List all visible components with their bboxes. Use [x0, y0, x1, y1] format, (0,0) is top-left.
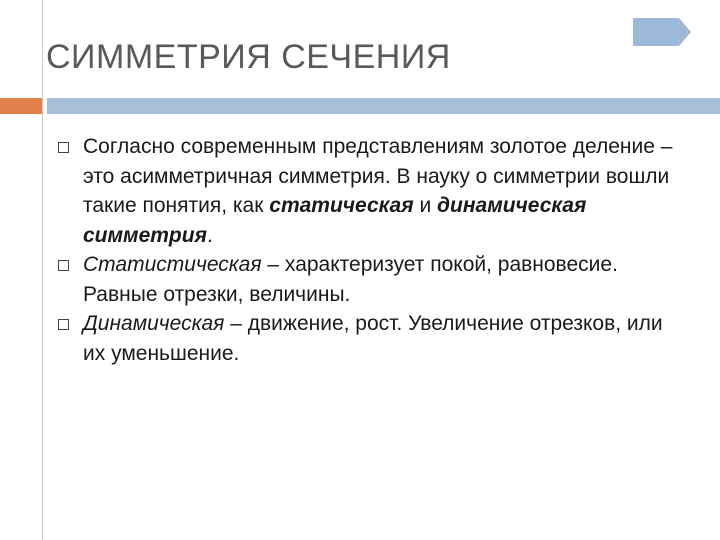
bullet-text: Согласно современным представлениям золотое деление – это асимметричная симметрия. В науку о симметрии вошли такие понятия, как [83, 135, 673, 217]
bullet-text: и [413, 194, 438, 217]
bullet-item-statistical [58, 250, 688, 309]
bullet-text: – характеризует покой, равновесие. Равные отрезки, величины. [83, 253, 618, 306]
bullet-list [58, 132, 688, 368]
bullet-text: . [206, 223, 213, 247]
left-guide-line [42, 0, 43, 540]
bullet-item-dynamic [58, 309, 688, 368]
corner-tag-shape [633, 18, 691, 46]
square-bullet-icon [58, 260, 69, 271]
title-rule-bar [47, 98, 720, 114]
square-bullet-icon [58, 142, 69, 153]
title-rule-accent [0, 98, 42, 114]
term-static: статическая [269, 194, 414, 217]
term-statistical: Статистическая [83, 253, 262, 276]
slide-title: СИММЕТРИЯ СЕЧЕНИЯ [46, 38, 451, 76]
bullet-text: – движение, рост. Увеличение отрезков, или их уменьшение. [83, 312, 663, 365]
term-dynamic-symmetry: динамическая симметрия [83, 194, 587, 247]
square-bullet-icon [58, 319, 69, 330]
term-dynamic: Динамическая [83, 312, 225, 335]
bullet-item-golden-section [58, 132, 688, 250]
